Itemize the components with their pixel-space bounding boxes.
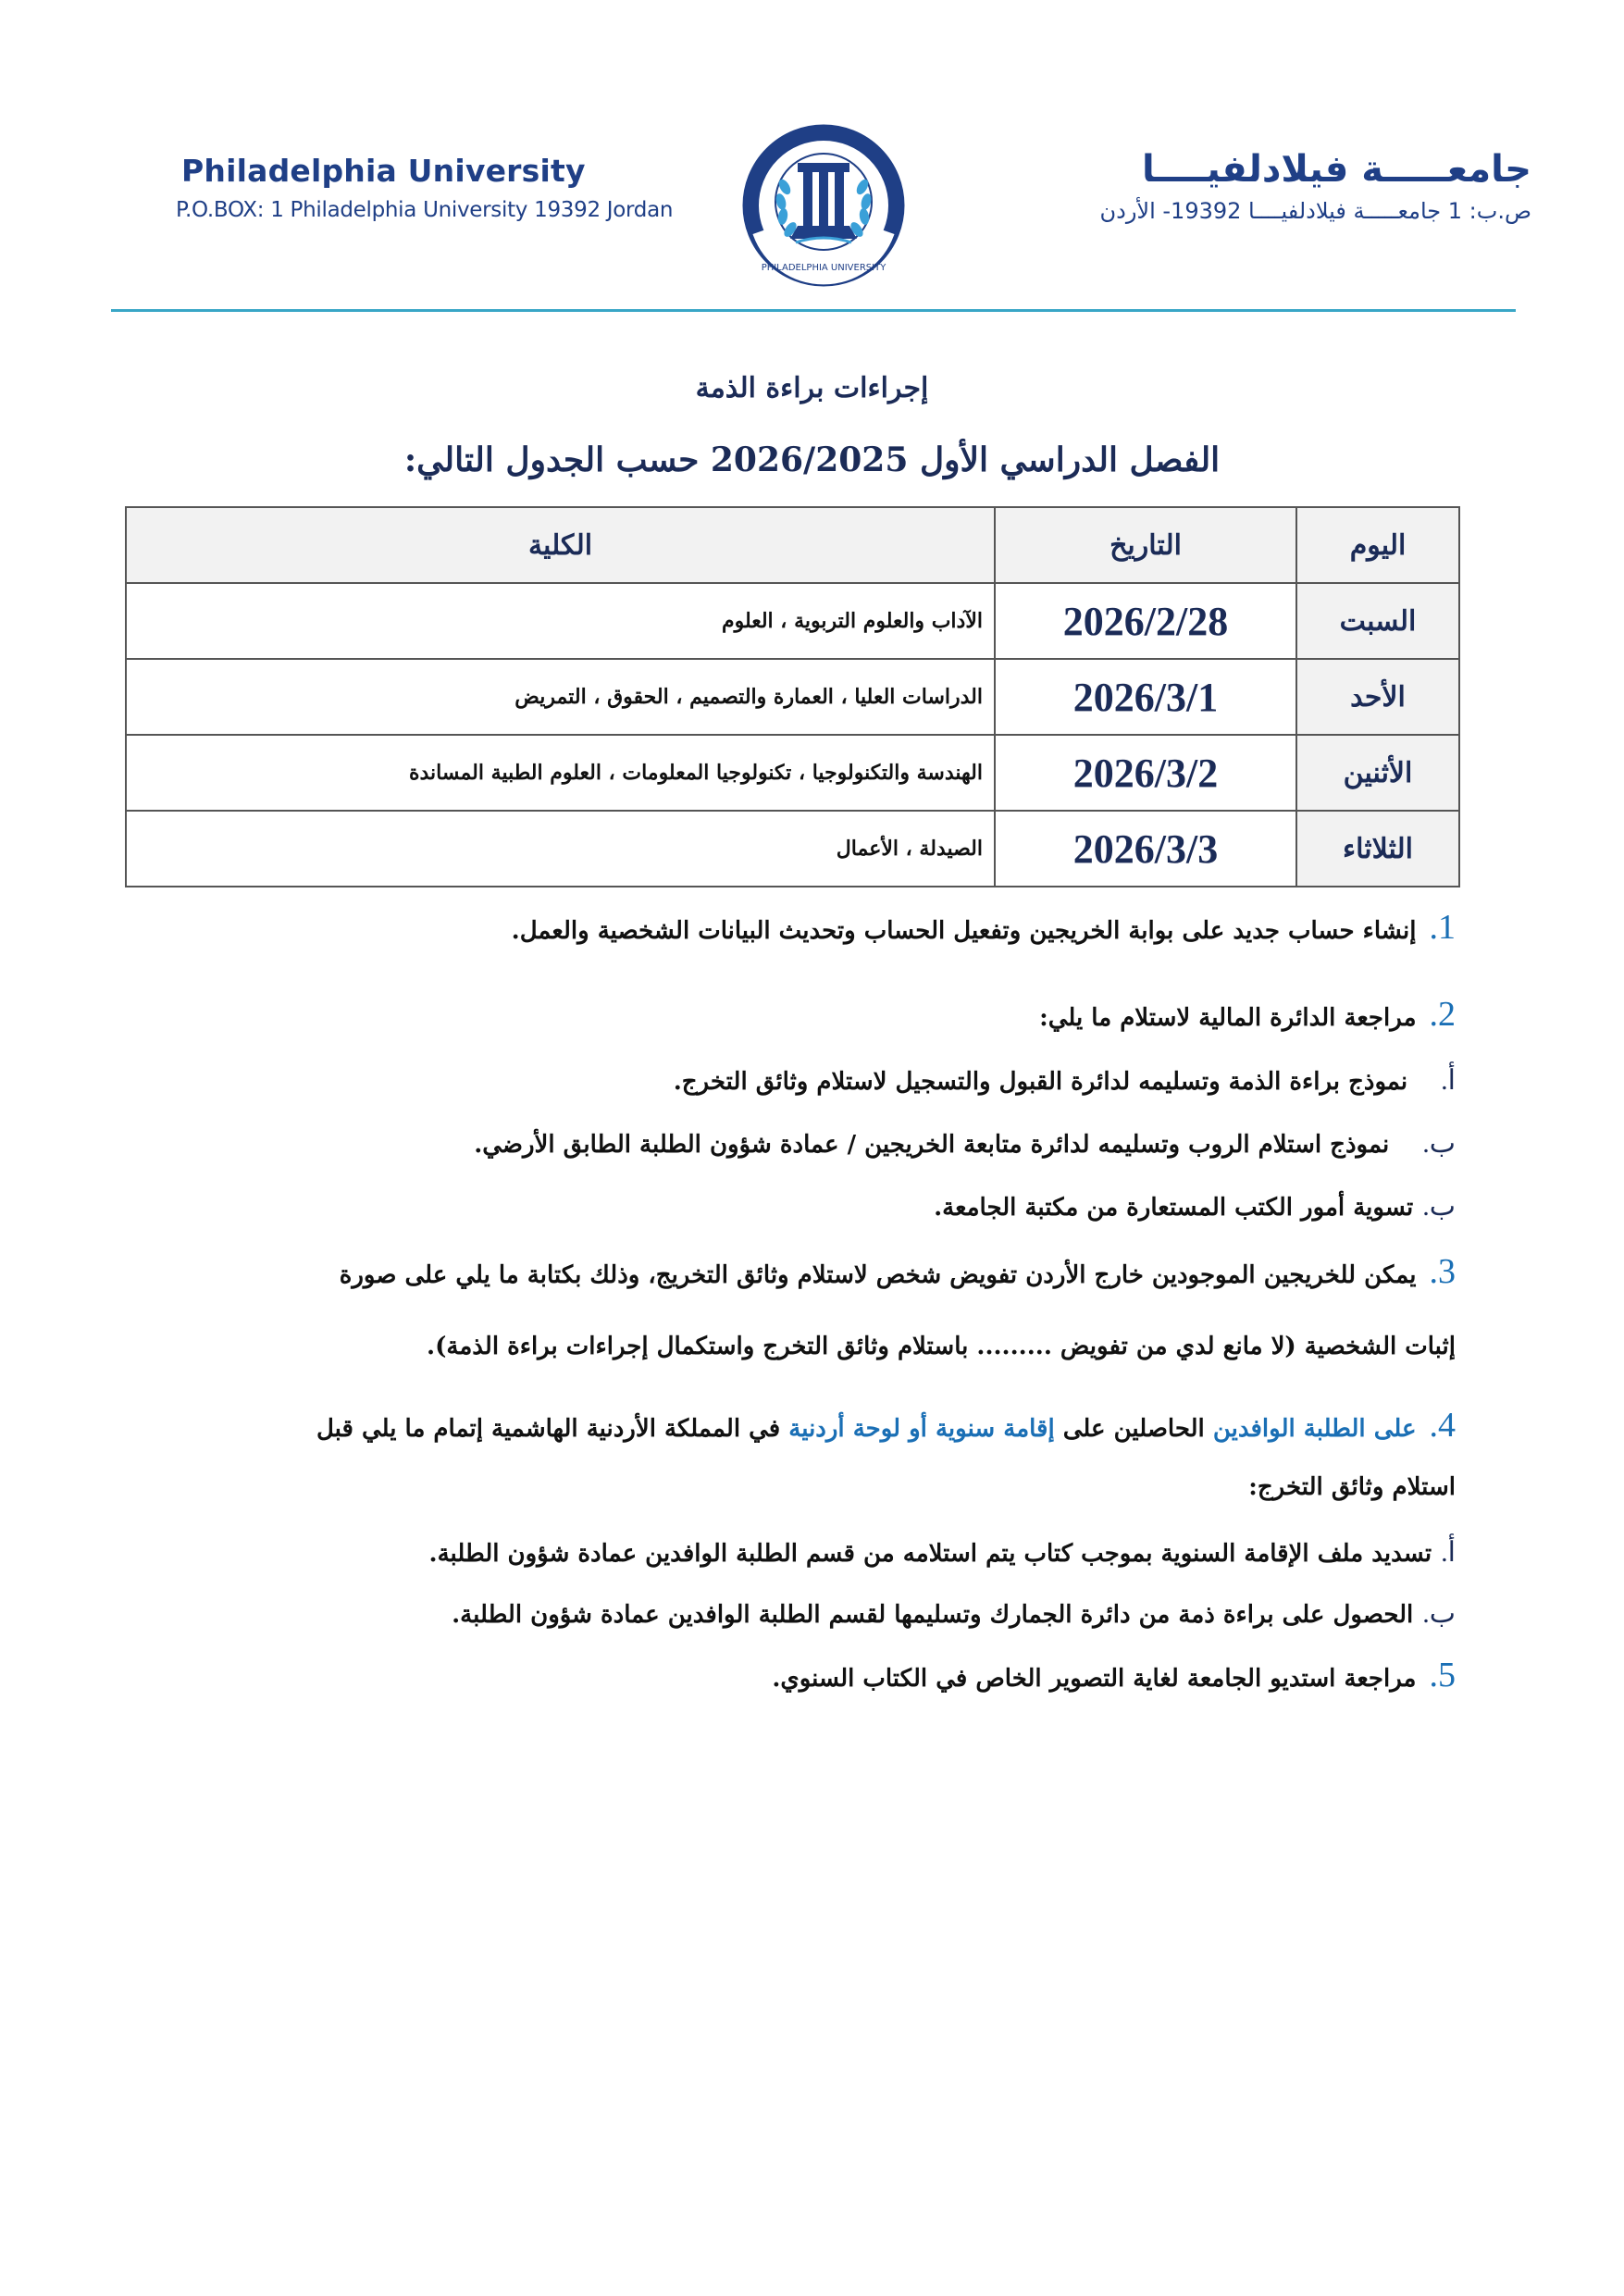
university-seal-icon (740, 122, 907, 289)
cell-day: الثلاثاء (1296, 811, 1459, 887)
cell-date: 2026/3/3 (995, 811, 1296, 887)
sub-label: أ. (1441, 1537, 1456, 1568)
header-faculty: الكلية (126, 507, 995, 583)
step-number: 4. (1429, 1406, 1456, 1445)
sub-text: الحصول على براءة ذمة من دائرة الجمارك وتسليمها لقسم الطلبة الوافدين عمادة شؤون الطلبة. (452, 1601, 1414, 1629)
step-1 (512, 907, 1456, 948)
table-row (126, 735, 1459, 811)
table-row (126, 583, 1459, 659)
step-number: 1. (1429, 908, 1456, 947)
university-address-ar: ص.ب: 1 جامعـــــة فيلادلفيــــا 19392- الأردن (1099, 198, 1531, 224)
step-number: 5. (1429, 1656, 1456, 1694)
step-3-line2 (427, 1333, 1456, 1360)
step-text: الحاصلين على (1054, 1415, 1213, 1443)
cell-day: الأثنين (1296, 735, 1459, 811)
step-2b (474, 1127, 1456, 1160)
cell-faculty: الهندسة والتكنولوجيا ، تكنولوجيا المعلومات ، العلوم الطبية المساندة (126, 735, 995, 811)
header-divider (111, 309, 1516, 312)
cell-date: 2026/3/2 (995, 735, 1296, 811)
step-text: مراجعة الدائرة المالية لاستلام ما يلي: (1039, 1004, 1417, 1032)
sub-label: ب. (1422, 1128, 1456, 1159)
step-number: 3. (1429, 1252, 1456, 1291)
step-4b (452, 1597, 1456, 1630)
header-english (176, 153, 694, 222)
table-header-row (126, 507, 1459, 583)
schedule-table (125, 506, 1460, 887)
step-4a (429, 1536, 1456, 1569)
step-text: مراجعة استديو الجامعة لغاية التصوير الخاص في الكتاب السنوي. (772, 1665, 1417, 1693)
table-row (126, 659, 1459, 735)
svg-text:PHILADELPHIA UNIVERSITY: PHILADELPHIA UNIVERSITY (761, 263, 886, 273)
cell-date: 2026/2/28 (995, 583, 1296, 659)
step-text-line2: استلام وثائق التخرج: (1248, 1473, 1456, 1501)
cell-faculty: الدراسات العليا ، العمارة والتصميم ، الحقوق ، التمريض (126, 659, 995, 735)
highlight-text: على الطلبة الوافدين (1212, 1415, 1417, 1443)
step-number: 2. (1429, 995, 1456, 1034)
sub-text: نموذج براءة الذمة وتسليمه لدائرة القبول والتسجيل لاستلام وثائق التخرج. (673, 1068, 1408, 1096)
sub-text: تسديد ملف الإقامة السنوية بموجب كتاب يتم استلامه من قسم الطلبة الوافدين عمادة شؤون الطلبة. (428, 1540, 1432, 1568)
university-address-en: P.O.BOX: 1 Philadelphia University 19392 Jordan (176, 198, 674, 222)
header-day: اليوم (1296, 507, 1459, 583)
step-text-line2: إثبات الشخصية (لا مانع لدي من تفويض ......... باستلام وثائق التخرج واستكمال إجراءات براءة الذمة). (427, 1333, 1456, 1360)
cell-date: 2026/3/1 (995, 659, 1296, 735)
step-2c (934, 1190, 1456, 1222)
highlight-text: إقامة سنوية أو لوحة أردنية (788, 1415, 1055, 1443)
step-3 (130, 1251, 1456, 1292)
header-date: التاريخ (995, 507, 1296, 583)
cell-faculty: الصيدلة ، الأعمال (126, 811, 995, 887)
sub-text: نموذج استلام الروب وتسليمه لدائرة متابعة الخريجين / عمادة شؤون الطلبة الطابق الأرضي. (474, 1131, 1390, 1159)
header-arabic (958, 148, 1531, 224)
step-text: في المملكة الأردنية الهاشمية إتمام ما يلي قبل (316, 1415, 789, 1443)
sub-label: أ. (1441, 1065, 1456, 1096)
step-text: إنشاء حساب جديد على بوابة الخريجين وتفعيل الحساب وتحديث البيانات الشخصية والعمل. (511, 917, 1417, 945)
university-name-en: Philadelphia University (181, 153, 586, 189)
cell-faculty: الآداب والعلوم التربوية ، العلوم (126, 583, 995, 659)
step-4 (130, 1405, 1456, 1446)
document-title: إجراءات براءة الذمة (695, 372, 929, 404)
step-4-line2 (1248, 1473, 1456, 1501)
sub-label: ب. (1422, 1191, 1456, 1222)
step-2 (1039, 994, 1456, 1035)
step-2a (674, 1064, 1456, 1097)
step-text-line1: يمكن للخريجين الموجودين خارج الأردن تفويض شخص لاستلام وثائق التخريج، وذلك بكتابة ما يلي على صورة (339, 1261, 1417, 1289)
university-name-ar: جامعـــــة فيلادلفيــــا (1142, 148, 1531, 191)
cell-day: السبت (1296, 583, 1459, 659)
cell-day: الأحد (1296, 659, 1459, 735)
document-subtitle: الفصل الدراسي الأول 2026/2025 حسب الجدول التالي: (403, 441, 1221, 479)
sub-label: ب. (1422, 1598, 1456, 1629)
step-5 (772, 1655, 1456, 1695)
sub-text: تسوية أمور الكتب المستعارة من مكتبة الجامعة. (934, 1194, 1414, 1222)
table-row (126, 811, 1459, 887)
